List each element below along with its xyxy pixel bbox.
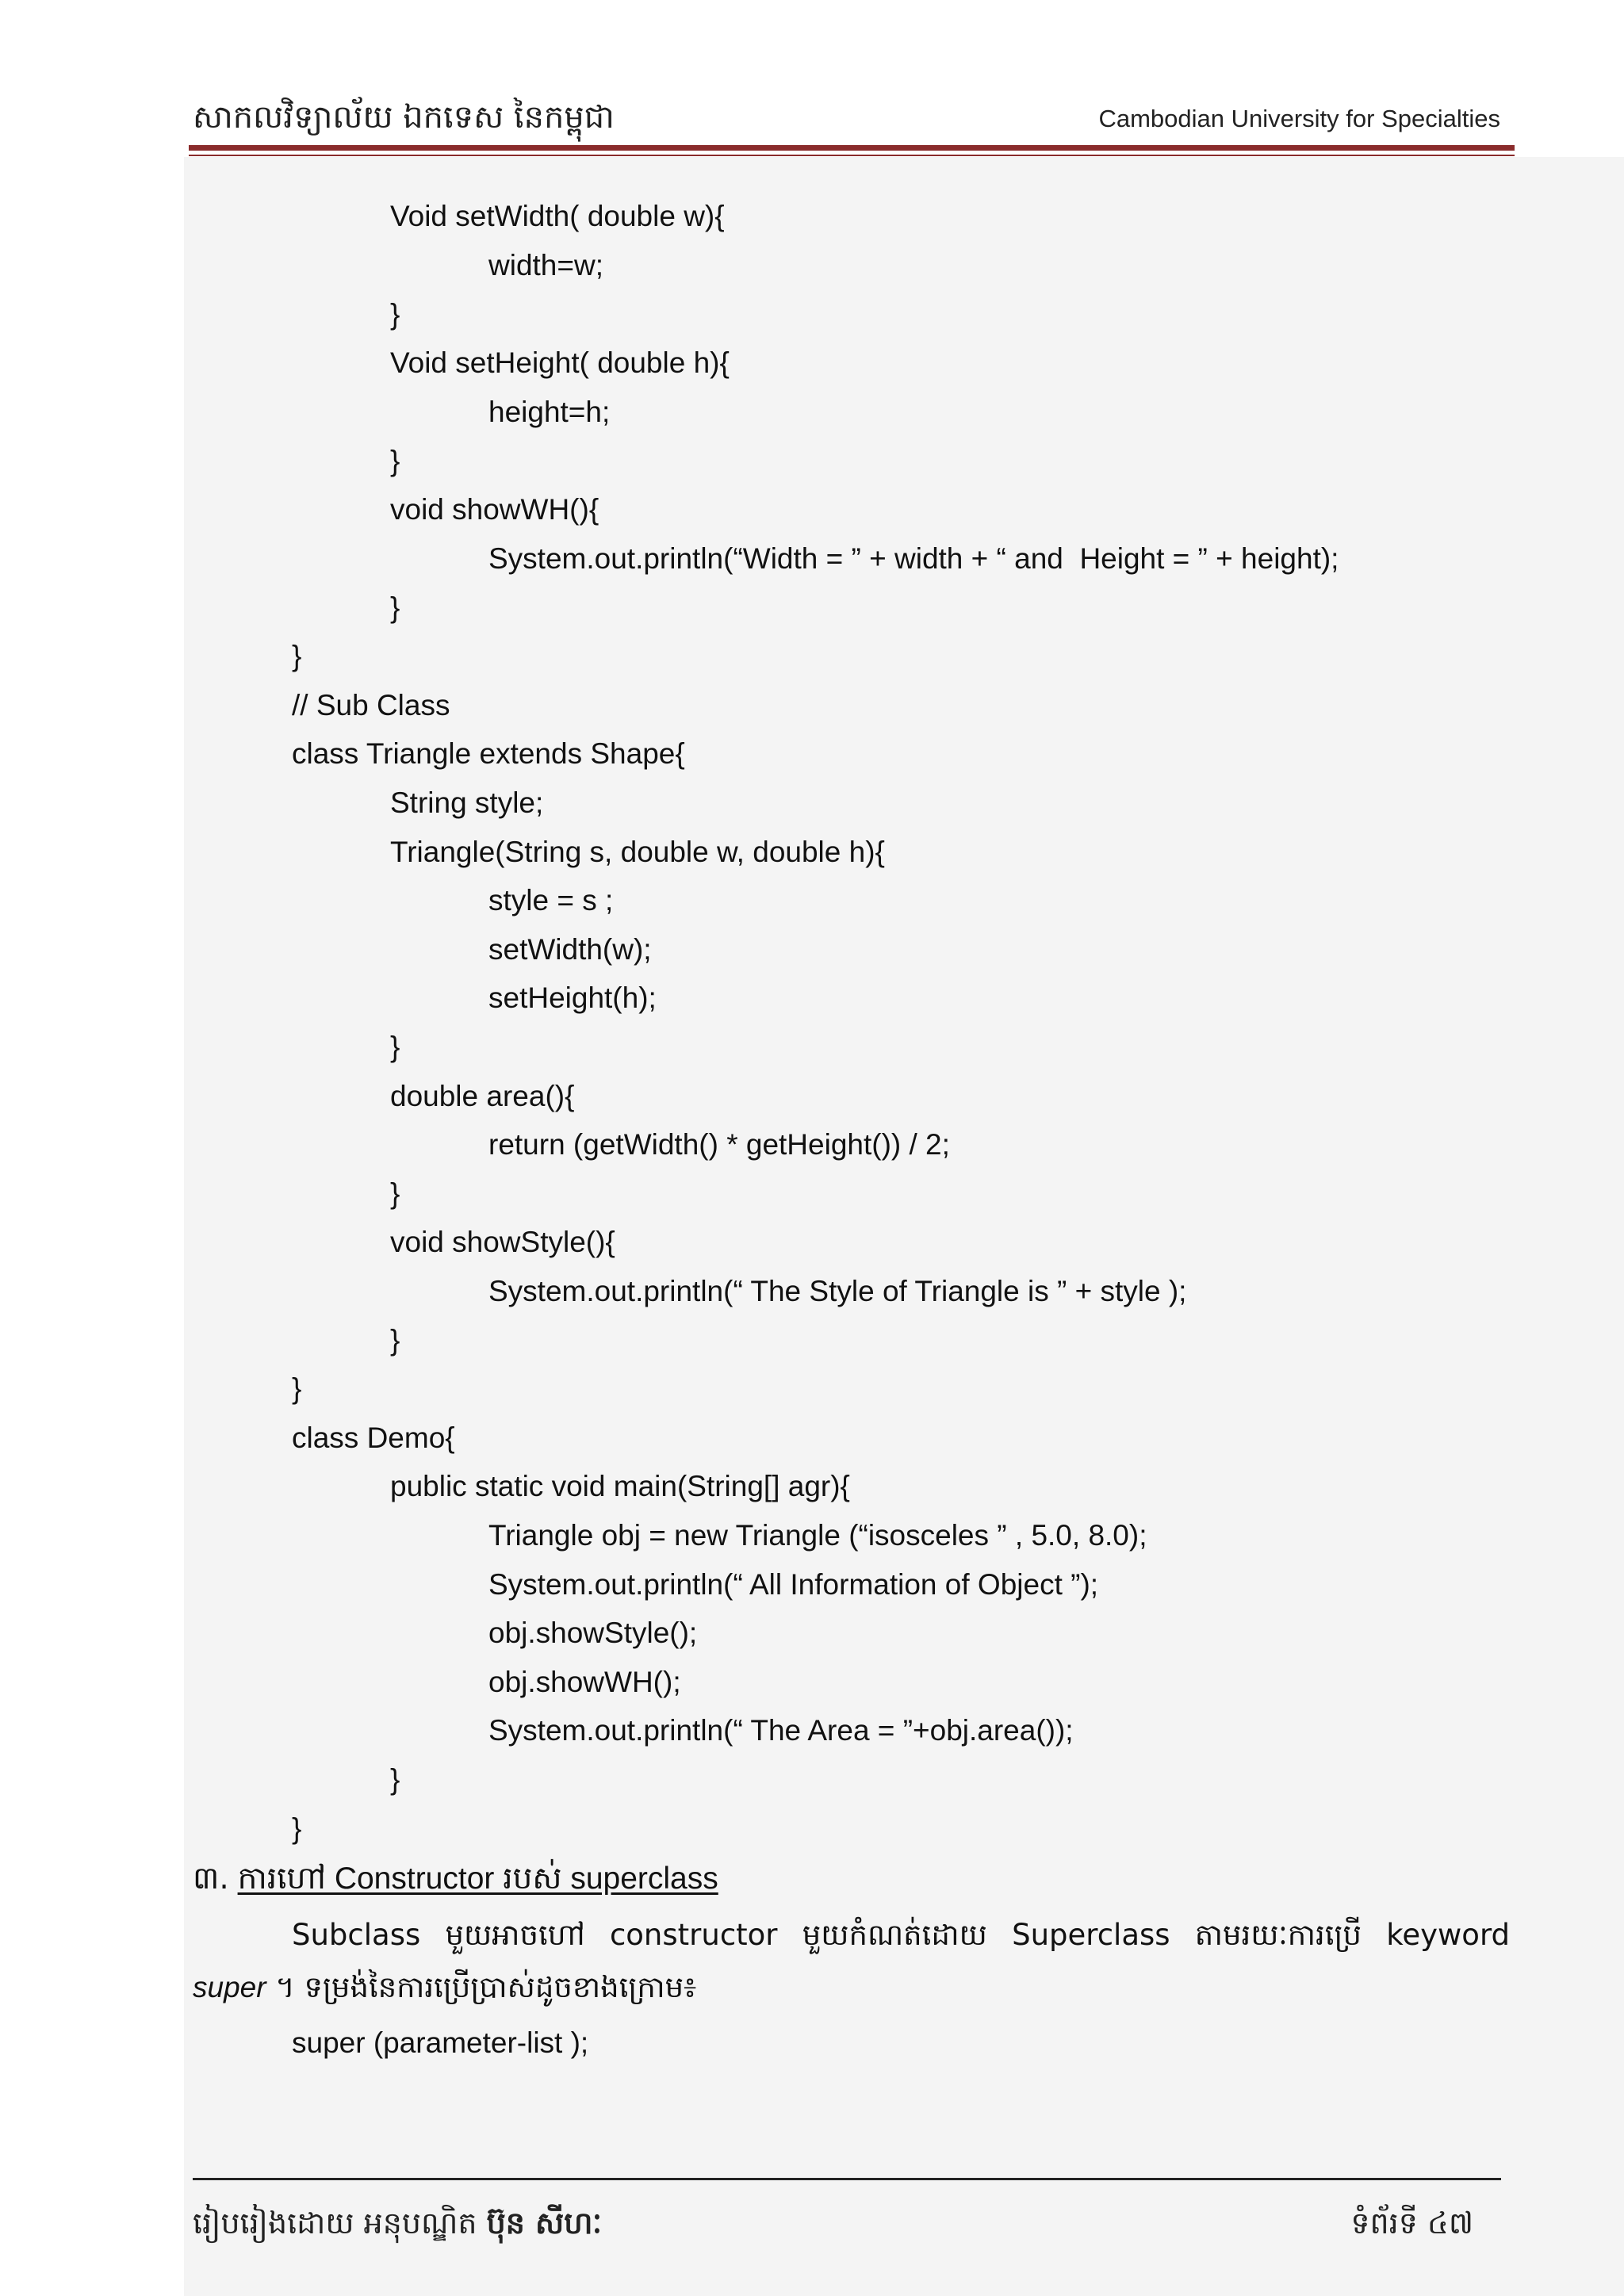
footer-author-name: ប៊ុន សីហៈ [486, 2206, 603, 2241]
footer-author [193, 2204, 602, 2248]
header-university-khmer: សាកលវិទ្យាល័យ ឯកទេស នៃកម្ពុជា [193, 99, 615, 136]
code-line: } [390, 298, 400, 331]
code-line: Void setWidth( double w){ [390, 200, 725, 232]
code-line: } [390, 1763, 400, 1796]
code-line: class Triangle extends Shape{ [292, 737, 685, 770]
page-number: ទំព័រទី ៤៧ [1350, 2206, 1473, 2241]
code-line: setWidth(w); [488, 933, 652, 966]
code-line: System.out.println(“Width = ” + width + “ and Height = ” + height); [488, 542, 1339, 575]
header-rule [189, 145, 1515, 151]
code-line: void showStyle(){ [390, 1226, 615, 1258]
code-line: return (getWidth() * getHeight()) / 2; [488, 1128, 950, 1161]
header-rule-thin [189, 155, 1515, 156]
code-line: } [390, 1031, 400, 1063]
keyword-super: super [193, 1971, 266, 2003]
section-heading [193, 1859, 718, 1899]
header-university-english: Cambodian University for Specialties [1098, 105, 1500, 132]
section-number: ៣. [193, 1861, 229, 1896]
code-line: width=w; [488, 249, 603, 281]
code-line: Void setHeight( double h){ [390, 346, 730, 379]
section-title: ការហៅ Constructor របស់ superclass [237, 1862, 718, 1896]
code-line: class Demo{ [292, 1422, 455, 1454]
paragraph-line [193, 1965, 696, 2011]
code-line: void showWH(){ [390, 493, 599, 526]
code-line: } [390, 1324, 400, 1357]
footer-rule [193, 2178, 1501, 2180]
code-line: System.out.println(“ All Information of Object ”); [488, 1568, 1099, 1601]
code-line: Triangle obj = new Triangle (“isosceles ” , 5.0, 8.0); [488, 1519, 1147, 1552]
code-line: setHeight(h); [488, 982, 657, 1014]
code-line: } [292, 1372, 302, 1405]
code-line: } [292, 640, 302, 672]
code-line: public static void main(String[] agr){ [390, 1470, 850, 1502]
code-line: } [390, 1177, 400, 1210]
code-line: obj.showStyle(); [488, 1617, 698, 1649]
paragraph-line: Subclass មួយអាចហៅ constructor មួយកំណត់ដោយ Superclass តាមរយៈការប្រើ keyword [292, 1918, 1510, 1952]
code-line: String style; [390, 786, 544, 819]
code-line: double area(){ [390, 1080, 575, 1112]
code-line: Triangle(String s, double w, double h){ [390, 836, 885, 868]
code-line: System.out.println(“ The Area = ”+obj.area()); [488, 1714, 1074, 1747]
code-line: } [390, 591, 400, 624]
code-comment: // Sub Class [292, 689, 450, 721]
code-line: System.out.println(“ The Style of Triangle is ” + style ); [488, 1275, 1187, 1307]
code-line: style = s ; [488, 884, 614, 916]
paragraph-text: ។ ទម្រង់នៃការប្រើប្រាស់ដូចខាងក្រោម៖ [266, 1970, 697, 2004]
syntax-line: super (parameter-list ); [292, 2026, 589, 2059]
code-line: } [390, 445, 400, 477]
code-line: obj.showWH(); [488, 1666, 681, 1698]
code-line: height=h; [488, 396, 611, 428]
code-line: } [292, 1812, 302, 1845]
footer-author-prefix: រៀបរៀងដោយ អនុបណ្ឌិត [193, 2206, 487, 2241]
